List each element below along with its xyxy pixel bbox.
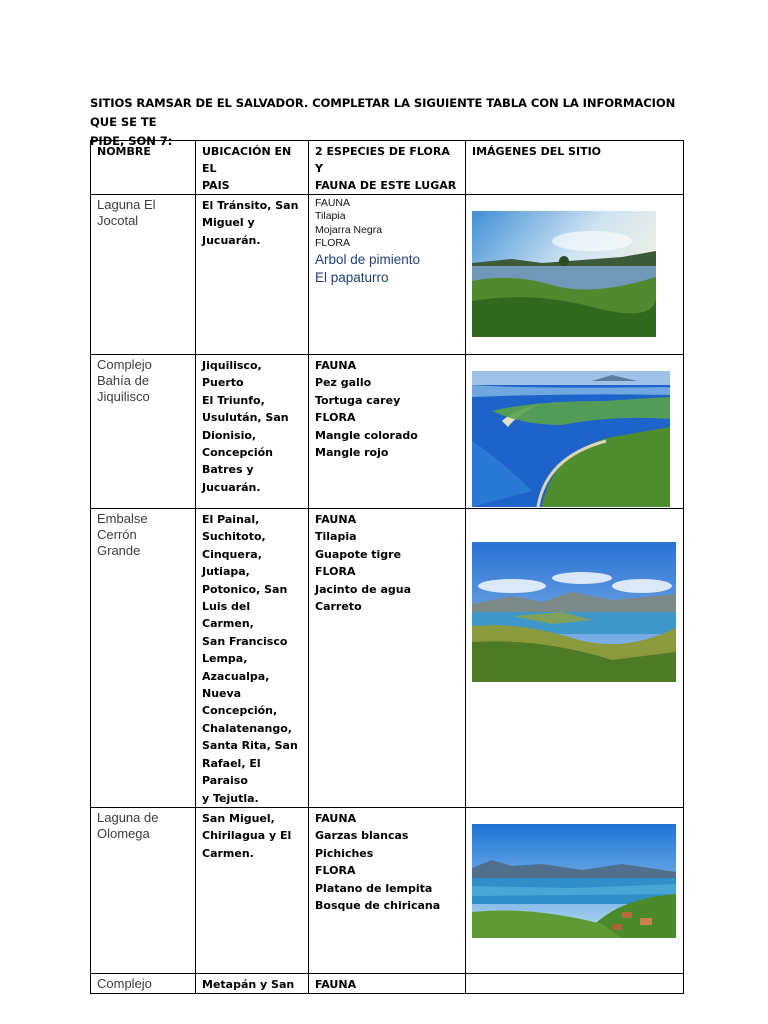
site-name-cell: Complejo Bahía de Jiquilisco (91, 355, 196, 509)
header-nombre: NOMBRE (91, 141, 196, 195)
site-image-cell (466, 509, 684, 808)
site-location-cell: El Tránsito, San Miguel y Jucuarán. (196, 195, 309, 355)
site-image-cell (466, 195, 684, 355)
site-image-cell (466, 807, 684, 973)
site-species-cell: FAUNA Garzas blancas Pichiches FLORA Platano de lempita Bosque de chiricana (309, 807, 466, 973)
site-image-cell (466, 973, 684, 993)
table-row (91, 355, 684, 509)
site-species-cell: FAUNA Pez gallo Tortuga carey FLORA Mangle colorado Mangle rojo (309, 355, 466, 509)
table-row (91, 807, 684, 973)
ramsar-sites-table (90, 140, 684, 994)
site-location-cell: Jiquilisco, Puerto El Triunfo, Usulután, San Dionisio, Concepción Batres y Jucuarán. (196, 355, 309, 509)
site-image-cell (466, 355, 684, 509)
header-especies: 2 ESPECIES DE FLORA Y FAUNA DE ESTE LUGAR (309, 141, 466, 195)
table-header-row (91, 141, 684, 195)
site-location-cell: San Miguel, Chirilagua y El Carmen. (196, 807, 309, 973)
embalse-cerron-grande-photo (472, 542, 676, 682)
laguna-el-jocotal-photo (472, 211, 656, 337)
header-ubicacion: UBICACIÓN EN EL PAIS (196, 141, 309, 195)
header-imagenes: IMÁGENES DEL SITIO (466, 141, 684, 195)
site-name-cell: Complejo (91, 973, 196, 993)
site-name-cell: Embalse Cerrón Grande (91, 509, 196, 808)
site-location-cell: Metapán y San (196, 973, 309, 993)
site-name-cell: Laguna de Olomega (91, 807, 196, 973)
site-species-cell: FAUNA Tilapia Mojarra Negra FLORA Arbol de pimiento El papaturro (309, 195, 466, 355)
site-name-cell: Laguna El Jocotal (91, 195, 196, 355)
table-row (91, 195, 684, 355)
site-location-cell: El Painal, Suchitoto, Cinquera, Jutiapa, Potonico, San Luis del Carmen, San Francisco Lempa, Azacualpa, Nueva Concepción, Chalatenango, Santa Rita, San Rafael, El Paraiso y Tejutla. (196, 509, 309, 808)
heading-line-2: PIDE, SON 7: (90, 134, 173, 148)
table-row (91, 973, 684, 993)
laguna-de-olomega-photo (472, 824, 676, 938)
bahia-de-jiquilisco-photo (472, 371, 670, 507)
site-species-cell: FAUNA Tilapia Guapote tigre FLORA Jacinto de agua Carreto (309, 509, 466, 808)
site-species-cell: FAUNA (309, 973, 466, 993)
heading-line-1: SITIOS RAMSAR DE EL SALVADOR. COMPLETAR LA SIGUIENTE TABLA CON LA INFORMACION QUE SE TE (90, 96, 676, 129)
table-row (91, 509, 684, 808)
